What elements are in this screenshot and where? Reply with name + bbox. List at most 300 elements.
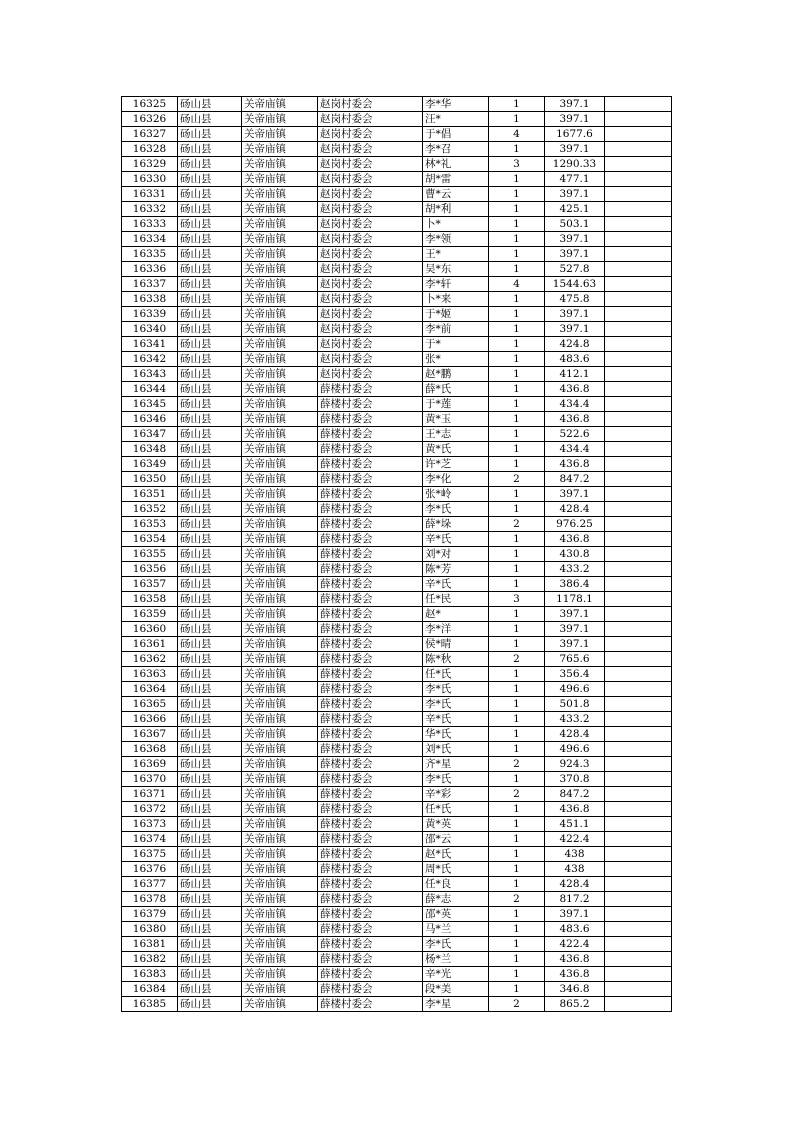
county-cell: 砀山县 xyxy=(178,922,242,937)
note-cell xyxy=(605,667,672,682)
count-cell: 4 xyxy=(489,277,545,292)
town-cell: 关帝庙镇 xyxy=(242,217,318,232)
amount-cell: 765.6 xyxy=(545,652,605,667)
village-cell: 薛楼村委会 xyxy=(318,967,423,982)
table-row xyxy=(122,502,672,517)
amount-cell: 425.1 xyxy=(545,202,605,217)
record-id-cell: 16379 xyxy=(122,907,178,922)
count-cell: 1 xyxy=(489,97,545,112)
town-cell: 关帝庙镇 xyxy=(242,697,318,712)
amount-cell: 436.8 xyxy=(545,412,605,427)
table-row xyxy=(122,532,672,547)
county-cell: 砀山县 xyxy=(178,712,242,727)
town-cell: 关帝庙镇 xyxy=(242,322,318,337)
name-cell: 陈*秋 xyxy=(423,652,489,667)
count-cell: 1 xyxy=(489,772,545,787)
table-row xyxy=(122,742,672,757)
note-cell xyxy=(605,562,672,577)
name-cell: 张*岭 xyxy=(423,487,489,502)
table-row xyxy=(122,217,672,232)
amount-cell: 436.8 xyxy=(545,457,605,472)
town-cell: 关帝庙镇 xyxy=(242,382,318,397)
county-cell: 砀山县 xyxy=(178,937,242,952)
table-row xyxy=(122,682,672,697)
county-cell: 砀山县 xyxy=(178,997,242,1012)
county-cell: 砀山县 xyxy=(178,472,242,487)
town-cell: 关帝庙镇 xyxy=(242,352,318,367)
table-row xyxy=(122,397,672,412)
record-id-cell: 16327 xyxy=(122,127,178,142)
village-cell: 薛楼村委会 xyxy=(318,667,423,682)
note-cell xyxy=(605,202,672,217)
amount-cell: 428.4 xyxy=(545,502,605,517)
amount-cell: 356.4 xyxy=(545,667,605,682)
table-row xyxy=(122,862,672,877)
note-cell xyxy=(605,187,672,202)
table-row xyxy=(122,832,672,847)
note-cell xyxy=(605,577,672,592)
town-cell: 关帝庙镇 xyxy=(242,112,318,127)
count-cell: 1 xyxy=(489,622,545,637)
county-cell: 砀山县 xyxy=(178,487,242,502)
county-cell: 砀山县 xyxy=(178,532,242,547)
county-cell: 砀山县 xyxy=(178,967,242,982)
table-row xyxy=(122,472,672,487)
name-cell: 辛*彩 xyxy=(423,787,489,802)
village-cell: 赵岗村委会 xyxy=(318,157,423,172)
record-id-cell: 16339 xyxy=(122,307,178,322)
record-id-cell: 16356 xyxy=(122,562,178,577)
amount-cell: 1677.6 xyxy=(545,127,605,142)
town-cell: 关帝庙镇 xyxy=(242,142,318,157)
name-cell: 华*氏 xyxy=(423,727,489,742)
note-cell xyxy=(605,697,672,712)
amount-cell: 477.1 xyxy=(545,172,605,187)
village-cell: 薛楼村委会 xyxy=(318,697,423,712)
count-cell: 1 xyxy=(489,292,545,307)
village-cell: 薛楼村委会 xyxy=(318,562,423,577)
name-cell: 李*洋 xyxy=(423,622,489,637)
note-cell xyxy=(605,472,672,487)
town-cell: 关帝庙镇 xyxy=(242,712,318,727)
note-cell xyxy=(605,892,672,907)
amount-cell: 438 xyxy=(545,862,605,877)
county-cell: 砀山县 xyxy=(178,142,242,157)
note-cell xyxy=(605,712,672,727)
town-cell: 关帝庙镇 xyxy=(242,262,318,277)
town-cell: 关帝庙镇 xyxy=(242,127,318,142)
table-row xyxy=(122,607,672,622)
note-cell xyxy=(605,322,672,337)
county-cell: 砀山县 xyxy=(178,607,242,622)
county-cell: 砀山县 xyxy=(178,697,242,712)
town-cell: 关帝庙镇 xyxy=(242,592,318,607)
amount-cell: 397.1 xyxy=(545,907,605,922)
record-id-cell: 16329 xyxy=(122,157,178,172)
name-cell: 齐*星 xyxy=(423,757,489,772)
note-cell xyxy=(605,292,672,307)
town-cell: 关帝庙镇 xyxy=(242,742,318,757)
note-cell xyxy=(605,457,672,472)
town-cell: 关帝庙镇 xyxy=(242,727,318,742)
name-cell: 黄*英 xyxy=(423,817,489,832)
village-cell: 赵岗村委会 xyxy=(318,172,423,187)
town-cell: 关帝庙镇 xyxy=(242,442,318,457)
count-cell: 3 xyxy=(489,592,545,607)
record-id-cell: 16332 xyxy=(122,202,178,217)
village-cell: 薛楼村委会 xyxy=(318,847,423,862)
village-cell: 薛楼村委会 xyxy=(318,502,423,517)
count-cell: 1 xyxy=(489,202,545,217)
table-row xyxy=(122,982,672,997)
town-cell: 关帝庙镇 xyxy=(242,397,318,412)
town-cell: 关帝庙镇 xyxy=(242,982,318,997)
record-id-cell: 16373 xyxy=(122,817,178,832)
village-cell: 薛楼村委会 xyxy=(318,457,423,472)
name-cell: 胡*雷 xyxy=(423,172,489,187)
name-cell: 李*华 xyxy=(423,97,489,112)
town-cell: 关帝庙镇 xyxy=(242,847,318,862)
record-id-cell: 16357 xyxy=(122,577,178,592)
note-cell xyxy=(605,862,672,877)
count-cell: 1 xyxy=(489,547,545,562)
count-cell: 1 xyxy=(489,862,545,877)
table-row xyxy=(122,337,672,352)
count-cell: 1 xyxy=(489,427,545,442)
record-id-cell: 16343 xyxy=(122,367,178,382)
count-cell: 1 xyxy=(489,607,545,622)
amount-cell: 397.1 xyxy=(545,232,605,247)
amount-cell: 433.2 xyxy=(545,562,605,577)
table-row xyxy=(122,592,672,607)
county-cell: 砀山县 xyxy=(178,877,242,892)
record-id-cell: 16380 xyxy=(122,922,178,937)
village-cell: 薛楼村委会 xyxy=(318,922,423,937)
name-cell: 段*美 xyxy=(423,982,489,997)
village-cell: 赵岗村委会 xyxy=(318,307,423,322)
record-id-cell: 16341 xyxy=(122,337,178,352)
name-cell: 黄*玉 xyxy=(423,412,489,427)
table-row xyxy=(122,787,672,802)
town-cell: 关帝庙镇 xyxy=(242,502,318,517)
record-id-cell: 16385 xyxy=(122,997,178,1012)
record-id-cell: 16333 xyxy=(122,217,178,232)
record-id-cell: 16367 xyxy=(122,727,178,742)
county-cell: 砀山县 xyxy=(178,637,242,652)
table-row xyxy=(122,382,672,397)
amount-cell: 527.8 xyxy=(545,262,605,277)
record-id-cell: 16362 xyxy=(122,652,178,667)
village-cell: 赵岗村委会 xyxy=(318,322,423,337)
village-cell: 薛楼村委会 xyxy=(318,397,423,412)
county-cell: 砀山县 xyxy=(178,277,242,292)
note-cell xyxy=(605,937,672,952)
table-row xyxy=(122,802,672,817)
amount-cell: 412.1 xyxy=(545,367,605,382)
count-cell: 1 xyxy=(489,967,545,982)
amount-cell: 397.1 xyxy=(545,637,605,652)
name-cell: 任*氏 xyxy=(423,802,489,817)
record-id-cell: 16377 xyxy=(122,877,178,892)
amount-cell: 397.1 xyxy=(545,142,605,157)
table-row xyxy=(122,637,672,652)
town-cell: 关帝庙镇 xyxy=(242,967,318,982)
record-id-cell: 16326 xyxy=(122,112,178,127)
note-cell xyxy=(605,127,672,142)
village-cell: 薛楼村委会 xyxy=(318,592,423,607)
record-id-cell: 16355 xyxy=(122,547,178,562)
amount-cell: 436.8 xyxy=(545,382,605,397)
name-cell: 任*民 xyxy=(423,592,489,607)
county-cell: 砀山县 xyxy=(178,367,242,382)
town-cell: 关帝庙镇 xyxy=(242,952,318,967)
note-cell xyxy=(605,907,672,922)
note-cell xyxy=(605,757,672,772)
record-id-cell: 16382 xyxy=(122,952,178,967)
name-cell: 辛*氏 xyxy=(423,577,489,592)
village-cell: 薛楼村委会 xyxy=(318,427,423,442)
village-cell: 薛楼村委会 xyxy=(318,862,423,877)
record-id-cell: 16383 xyxy=(122,967,178,982)
count-cell: 1 xyxy=(489,922,545,937)
count-cell: 1 xyxy=(489,187,545,202)
amount-cell: 865.2 xyxy=(545,997,605,1012)
town-cell: 关帝庙镇 xyxy=(242,307,318,322)
name-cell: 辛*氏 xyxy=(423,532,489,547)
amount-cell: 522.6 xyxy=(545,427,605,442)
note-cell xyxy=(605,772,672,787)
name-cell: 陈*芳 xyxy=(423,562,489,577)
name-cell: 张* xyxy=(423,352,489,367)
county-cell: 砀山县 xyxy=(178,667,242,682)
town-cell: 关帝庙镇 xyxy=(242,232,318,247)
county-cell: 砀山县 xyxy=(178,907,242,922)
count-cell: 1 xyxy=(489,532,545,547)
table-row xyxy=(122,187,672,202)
village-cell: 赵岗村委会 xyxy=(318,142,423,157)
table-row xyxy=(122,172,672,187)
name-cell: 李*领 xyxy=(423,232,489,247)
record-id-cell: 16376 xyxy=(122,862,178,877)
note-cell xyxy=(605,232,672,247)
count-cell: 1 xyxy=(489,307,545,322)
village-cell: 薛楼村委会 xyxy=(318,622,423,637)
name-cell: 王* xyxy=(423,247,489,262)
amount-cell: 847.2 xyxy=(545,472,605,487)
note-cell xyxy=(605,367,672,382)
county-cell: 砀山县 xyxy=(178,832,242,847)
name-cell: 刘*对 xyxy=(423,547,489,562)
count-cell: 1 xyxy=(489,817,545,832)
county-cell: 砀山县 xyxy=(178,952,242,967)
village-cell: 薛楼村委会 xyxy=(318,997,423,1012)
town-cell: 关帝庙镇 xyxy=(242,412,318,427)
table-row xyxy=(122,292,672,307)
county-cell: 砀山县 xyxy=(178,412,242,427)
table-row xyxy=(122,667,672,682)
village-cell: 薛楼村委会 xyxy=(318,982,423,997)
note-cell xyxy=(605,397,672,412)
amount-cell: 434.4 xyxy=(545,442,605,457)
table-row xyxy=(122,727,672,742)
amount-cell: 428.4 xyxy=(545,877,605,892)
village-cell: 薛楼村委会 xyxy=(318,532,423,547)
table-row xyxy=(122,442,672,457)
amount-cell: 397.1 xyxy=(545,607,605,622)
table-row xyxy=(122,142,672,157)
note-cell xyxy=(605,802,672,817)
count-cell: 1 xyxy=(489,697,545,712)
county-cell: 砀山县 xyxy=(178,682,242,697)
county-cell: 砀山县 xyxy=(178,97,242,112)
county-cell: 砀山县 xyxy=(178,352,242,367)
name-cell: 于*莲 xyxy=(423,397,489,412)
note-cell xyxy=(605,652,672,667)
record-id-cell: 16340 xyxy=(122,322,178,337)
note-cell xyxy=(605,217,672,232)
note-cell xyxy=(605,607,672,622)
record-id-cell: 16344 xyxy=(122,382,178,397)
note-cell xyxy=(605,637,672,652)
village-cell: 赵岗村委会 xyxy=(318,352,423,367)
record-id-cell: 16349 xyxy=(122,457,178,472)
village-cell: 薛楼村委会 xyxy=(318,877,423,892)
county-cell: 砀山县 xyxy=(178,307,242,322)
county-cell: 砀山县 xyxy=(178,427,242,442)
record-id-cell: 16375 xyxy=(122,847,178,862)
amount-cell: 1178.1 xyxy=(545,592,605,607)
name-cell: 黄*氏 xyxy=(423,442,489,457)
village-cell: 赵岗村委会 xyxy=(318,277,423,292)
town-cell: 关帝庙镇 xyxy=(242,817,318,832)
village-cell: 薛楼村委会 xyxy=(318,382,423,397)
table-row xyxy=(122,412,672,427)
note-cell xyxy=(605,922,672,937)
county-cell: 砀山县 xyxy=(178,742,242,757)
village-cell: 赵岗村委会 xyxy=(318,367,423,382)
town-cell: 关帝庙镇 xyxy=(242,607,318,622)
town-cell: 关帝庙镇 xyxy=(242,922,318,937)
record-id-cell: 16381 xyxy=(122,937,178,952)
count-cell: 1 xyxy=(489,682,545,697)
count-cell: 1 xyxy=(489,847,545,862)
name-cell: 薛*氏 xyxy=(423,382,489,397)
village-cell: 薛楼村委会 xyxy=(318,832,423,847)
amount-cell: 422.4 xyxy=(545,937,605,952)
county-cell: 砀山县 xyxy=(178,547,242,562)
town-cell: 关帝庙镇 xyxy=(242,517,318,532)
table-row xyxy=(122,547,672,562)
village-cell: 赵岗村委会 xyxy=(318,112,423,127)
village-cell: 赵岗村委会 xyxy=(318,337,423,352)
table-row xyxy=(122,892,672,907)
town-cell: 关帝庙镇 xyxy=(242,622,318,637)
record-id-cell: 16350 xyxy=(122,472,178,487)
village-cell: 薛楼村委会 xyxy=(318,442,423,457)
record-id-cell: 16325 xyxy=(122,97,178,112)
county-cell: 砀山县 xyxy=(178,157,242,172)
name-cell: 马*兰 xyxy=(423,922,489,937)
county-cell: 砀山县 xyxy=(178,247,242,262)
name-cell: 赵*鹏 xyxy=(423,367,489,382)
table-row xyxy=(122,967,672,982)
town-cell: 关帝庙镇 xyxy=(242,157,318,172)
town-cell: 关帝庙镇 xyxy=(242,787,318,802)
count-cell: 2 xyxy=(489,757,545,772)
count-cell: 1 xyxy=(489,337,545,352)
name-cell: 于*姬 xyxy=(423,307,489,322)
count-cell: 1 xyxy=(489,712,545,727)
note-cell xyxy=(605,622,672,637)
name-cell: 赵*氏 xyxy=(423,847,489,862)
note-cell xyxy=(605,352,672,367)
village-cell: 薛楼村委会 xyxy=(318,712,423,727)
county-cell: 砀山县 xyxy=(178,337,242,352)
name-cell: 曹*云 xyxy=(423,187,489,202)
note-cell xyxy=(605,382,672,397)
note-cell xyxy=(605,172,672,187)
name-cell: 许*芝 xyxy=(423,457,489,472)
note-cell xyxy=(605,547,672,562)
count-cell: 1 xyxy=(489,502,545,517)
note-cell xyxy=(605,262,672,277)
amount-cell: 436.8 xyxy=(545,952,605,967)
village-cell: 薛楼村委会 xyxy=(318,682,423,697)
records-table-body xyxy=(122,97,672,1012)
town-cell: 关帝庙镇 xyxy=(242,907,318,922)
town-cell: 关帝庙镇 xyxy=(242,172,318,187)
town-cell: 关帝庙镇 xyxy=(242,97,318,112)
county-cell: 砀山县 xyxy=(178,802,242,817)
records-table xyxy=(121,96,672,1012)
name-cell: 杨*兰 xyxy=(423,952,489,967)
village-cell: 薛楼村委会 xyxy=(318,757,423,772)
note-cell xyxy=(605,997,672,1012)
record-id-cell: 16359 xyxy=(122,607,178,622)
town-cell: 关帝庙镇 xyxy=(242,862,318,877)
amount-cell: 438 xyxy=(545,847,605,862)
town-cell: 关帝庙镇 xyxy=(242,472,318,487)
village-cell: 赵岗村委会 xyxy=(318,202,423,217)
name-cell: 汪* xyxy=(423,112,489,127)
record-id-cell: 16366 xyxy=(122,712,178,727)
county-cell: 砀山县 xyxy=(178,562,242,577)
amount-cell: 433.2 xyxy=(545,712,605,727)
table-row xyxy=(122,157,672,172)
record-id-cell: 16363 xyxy=(122,667,178,682)
table-row xyxy=(122,427,672,442)
record-id-cell: 16348 xyxy=(122,442,178,457)
record-id-cell: 16338 xyxy=(122,292,178,307)
amount-cell: 503.1 xyxy=(545,217,605,232)
count-cell: 1 xyxy=(489,412,545,427)
name-cell: 侯*晴 xyxy=(423,637,489,652)
village-cell: 薛楼村委会 xyxy=(318,907,423,922)
village-cell: 薛楼村委会 xyxy=(318,742,423,757)
count-cell: 1 xyxy=(489,742,545,757)
county-cell: 砀山县 xyxy=(178,592,242,607)
name-cell: 卜*来 xyxy=(423,292,489,307)
name-cell: 李*星 xyxy=(423,997,489,1012)
record-id-cell: 16347 xyxy=(122,427,178,442)
county-cell: 砀山县 xyxy=(178,982,242,997)
name-cell: 李*氏 xyxy=(423,502,489,517)
count-cell: 1 xyxy=(489,262,545,277)
amount-cell: 370.8 xyxy=(545,772,605,787)
village-cell: 薛楼村委会 xyxy=(318,937,423,952)
note-cell xyxy=(605,97,672,112)
count-cell: 1 xyxy=(489,802,545,817)
